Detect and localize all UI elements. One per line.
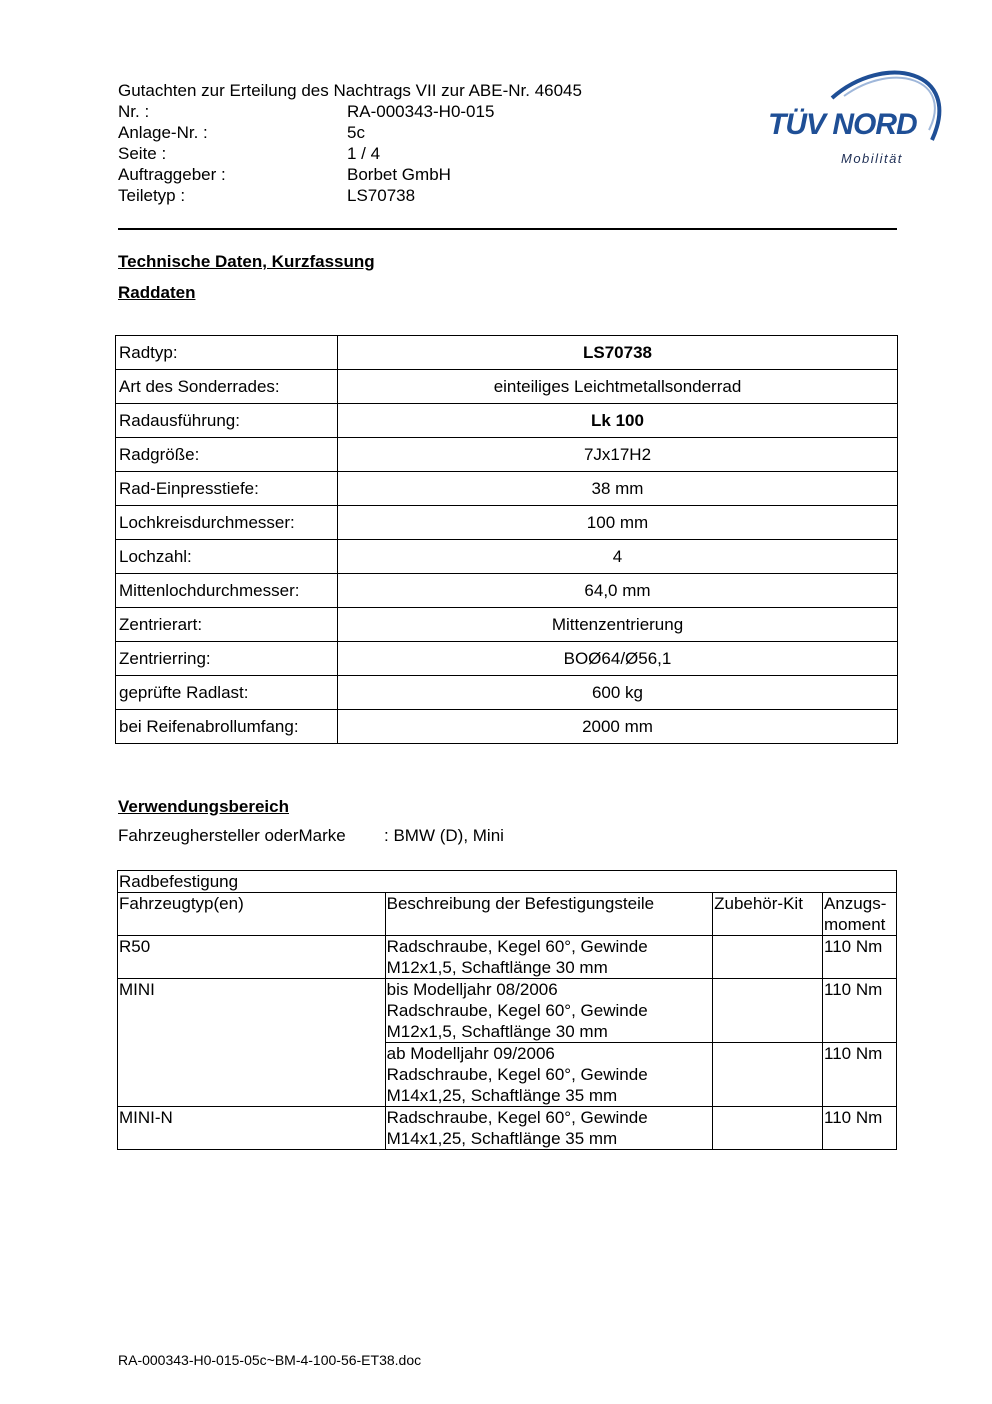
row-beschreibung: ab Modelljahr 09/2006 Radschraube, Kegel 60°, Gewinde M14x1,25, Schaftlänge 35 mm: [385, 1043, 712, 1107]
row-anzugsmoment: 110 Nm: [823, 979, 897, 1043]
table-row: [116, 472, 898, 506]
raddaten-label: Zentrierring:: [116, 642, 338, 676]
table-row: [116, 336, 898, 370]
table-row: [116, 506, 898, 540]
header-divider: [118, 228, 897, 230]
raddaten-value: einteiliges Leichtmetallsonderrad: [338, 370, 898, 404]
raddaten-value: 2000 mm: [338, 710, 898, 744]
logo-subtitle: Mobilität: [841, 151, 903, 166]
row-fahrzeugtyp: MINI: [118, 979, 386, 1107]
header-beschreibung: Beschreibung der Befestigungsteile: [385, 893, 712, 936]
header-row-label: Anlage-Nr. :: [118, 123, 208, 142]
raddaten-label: Mittenlochdurchmesser:: [116, 574, 338, 608]
raddaten-table: [115, 335, 898, 744]
raddaten-label: Radgröße:: [116, 438, 338, 472]
header-row-value: Borbet GmbH: [347, 165, 451, 184]
table-row: [118, 979, 897, 1043]
header-row-label: Auftraggeber :: [118, 165, 226, 184]
raddaten-value: 4: [338, 540, 898, 574]
table-row: [116, 438, 898, 472]
table-row: [118, 936, 897, 979]
header-row-value: 5c: [347, 123, 365, 142]
table-row: [116, 370, 898, 404]
header-row-label: Teiletyp :: [118, 186, 186, 205]
row-anzugsmoment: 110 Nm: [823, 1107, 897, 1150]
raddaten-label: Art des Sonderrades:: [116, 370, 338, 404]
logo-wordmark: TÜV NORD: [768, 108, 917, 141]
header-fahrzeugtyp: Fahrzeugtyp(en): [118, 893, 386, 936]
radbefestigung-table: [117, 870, 897, 1150]
header-anzugsmoment: Anzugs- moment: [823, 893, 897, 936]
raddaten-label: Lochzahl:: [116, 540, 338, 574]
header-row-label: Nr. :: [118, 102, 150, 121]
raddaten-value: Mittenzentrierung: [338, 608, 898, 642]
row-beschreibung: bis Modelljahr 08/2006 Radschraube, Kegel 60°, Gewinde M12x1,5, Schaftlänge 30 mm: [385, 979, 712, 1043]
raddaten-value: BOØ64/Ø56,1: [338, 642, 898, 676]
header-row-value: LS70738: [347, 186, 416, 205]
row-fahrzeugtyp: MINI-N: [118, 1107, 386, 1150]
row-anzugsmoment: 110 Nm: [823, 1043, 897, 1107]
raddaten-label: Rad-Einpresstiefe:: [116, 472, 338, 506]
raddaten-label: Lochkreisdurchmesser:: [116, 506, 338, 540]
row-zubehoer-kit: [713, 1043, 823, 1107]
table-row: [116, 540, 898, 574]
tuev-nord-logo: [764, 60, 944, 170]
row-anzugsmoment: 110 Nm: [823, 936, 897, 979]
raddaten-value: 38 mm: [338, 472, 898, 506]
header-rows: [118, 101, 678, 206]
table-row: [116, 404, 898, 438]
header-row-value: RA-000343-H0-015: [347, 102, 495, 121]
row-zubehoer-kit: [713, 1107, 823, 1150]
header-row: [118, 143, 678, 164]
raddaten-value: 7Jx17H2: [338, 438, 898, 472]
row-beschreibung: Radschraube, Kegel 60°, Gewinde M12x1,5, Schaftlänge 30 mm: [385, 936, 712, 979]
header-row-value: 1 / 4: [347, 144, 381, 163]
raddaten-label: Radtyp:: [116, 336, 338, 370]
header-row: [118, 164, 678, 185]
raddaten-label: Zentrierart:: [116, 608, 338, 642]
raddaten-value: 64,0 mm: [338, 574, 898, 608]
section-heading-technische-daten: Technische Daten, Kurzfassung: [118, 252, 375, 271]
table-row: [116, 608, 898, 642]
header-row: [118, 101, 678, 122]
radbefestigung-title: Radbefestigung: [118, 871, 897, 893]
header-zubehoer-kit: Zubehör-Kit: [713, 893, 823, 936]
document-title: Gutachten zur Erteilung des Nachtrags VII zur ABE-Nr. 46045: [118, 81, 582, 100]
row-zubehoer-kit: [713, 979, 823, 1043]
raddaten-label: bei Reifenabrollumfang:: [116, 710, 338, 744]
section-heading-raddaten: Raddaten: [118, 283, 196, 302]
fahrzeughersteller-value: : BMW (D), Mini: [384, 826, 504, 845]
raddaten-label: geprüfte Radlast:: [116, 676, 338, 710]
table-row: [116, 574, 898, 608]
header-row-label: Seite :: [118, 144, 167, 163]
raddaten-value: 600 kg: [338, 676, 898, 710]
header-row: [118, 122, 678, 143]
table-row: [116, 676, 898, 710]
row-beschreibung: Radschraube, Kegel 60°, Gewinde M14x1,25, Schaftlänge 35 mm: [385, 1107, 712, 1150]
raddaten-value: Lk 100: [338, 404, 898, 438]
table-row: [118, 1107, 897, 1150]
row-fahrzeugtyp: R50: [118, 936, 386, 979]
fahrzeughersteller-label: Fahrzeughersteller oderMarke: [118, 826, 346, 845]
row-zubehoer-kit: [713, 936, 823, 979]
table-row: [116, 710, 898, 744]
section-heading-verwendungsbereich: Verwendungsbereich: [118, 797, 289, 816]
footer-filename: RA-000343-H0-015-05c~BM-4-100-56-ET38.doc: [118, 1352, 422, 1368]
document-header: [118, 80, 678, 206]
fahrzeughersteller-line: [118, 826, 504, 846]
header-row: [118, 185, 678, 206]
raddaten-label: Radausführung:: [116, 404, 338, 438]
raddaten-value: 100 mm: [338, 506, 898, 540]
table-row: [116, 642, 898, 676]
raddaten-value: LS70738: [338, 336, 898, 370]
radbefestigung-header-row: [118, 893, 897, 936]
